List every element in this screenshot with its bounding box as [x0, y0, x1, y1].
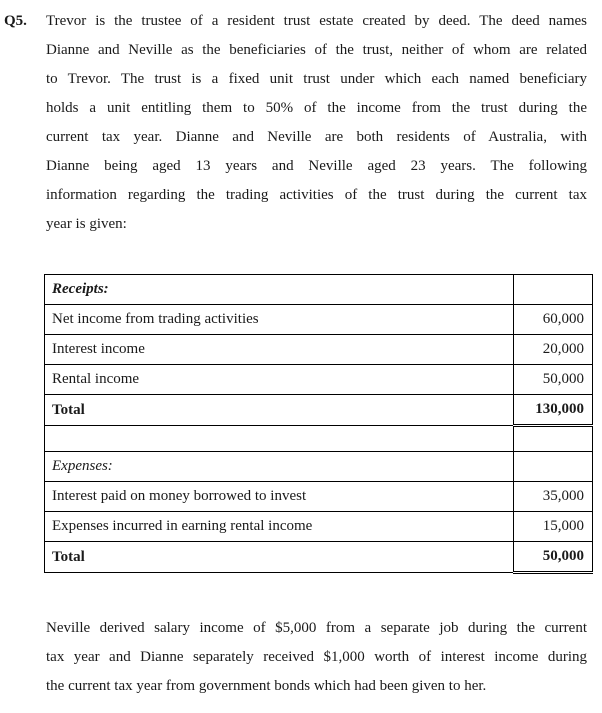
expenses-heading: Expenses:: [45, 452, 514, 482]
row-amount: 20,000: [514, 335, 593, 365]
question-line: year is given:: [46, 216, 127, 232]
empty-cell: [514, 426, 593, 452]
row-label: Expenses incurred in earning rental income: [45, 512, 514, 542]
question-line: to Trevor. The trust is a fixed unit trust under which each named beneficiary: [46, 71, 587, 87]
question-line: Dianne and Neville as the beneficiaries of the trust, neither of whom are related: [46, 42, 587, 58]
row-label: Interest income: [45, 335, 514, 365]
table-row: [45, 512, 593, 542]
question-line: information regarding the trading activities of the trust during the current tax: [46, 187, 587, 203]
table-row: [45, 335, 593, 365]
empty-cell: [514, 452, 593, 482]
row-amount: 35,000: [514, 482, 593, 512]
closing-line: the current tax year from government bonds which had been given to her.: [46, 678, 487, 694]
row-label: Rental income: [45, 365, 514, 395]
total-label: Total: [45, 542, 514, 573]
question-text: [46, 7, 587, 239]
question-line: holds a unit entitling them to 50% of the income from the trust during the: [46, 100, 587, 116]
expenses-total-row: [45, 542, 593, 573]
total-label: Total: [45, 395, 514, 426]
row-amount: 50,000: [514, 365, 593, 395]
row-label: Interest paid on money borrowed to invest: [45, 482, 514, 512]
question-line: current tax year. Dianne and Neville are both residents of Australia, with: [46, 129, 587, 145]
receipts-total-row: [45, 395, 593, 426]
spacer-row: [45, 426, 593, 452]
closing-text: [46, 614, 587, 701]
trust-income-table: [44, 274, 593, 574]
question-line: Dianne being aged 13 years and Neville aged 23 years. The following: [46, 158, 587, 174]
expenses-heading-row: [45, 452, 593, 482]
row-label: Net income from trading activities: [45, 305, 514, 335]
receipts-heading-row: [45, 275, 593, 305]
closing-line: Neville derived salary income of $5,000 from a separate job during the current: [46, 620, 587, 636]
table-row: [45, 482, 593, 512]
row-amount: 60,000: [514, 305, 593, 335]
question-line: Trevor is the trustee of a resident trust estate created by deed. The deed names: [46, 13, 587, 29]
closing-line: tax year and Dianne separately received $1,000 worth of interest income during: [46, 649, 587, 665]
table-row: [45, 305, 593, 335]
receipts-heading: Receipts:: [45, 275, 514, 305]
total-amount: 130,000: [514, 395, 593, 426]
empty-cell: [514, 275, 593, 305]
total-amount: 50,000: [514, 542, 593, 573]
table-row: [45, 365, 593, 395]
row-amount: 15,000: [514, 512, 593, 542]
empty-cell: [45, 426, 514, 452]
question-number: Q5.: [4, 13, 27, 29]
